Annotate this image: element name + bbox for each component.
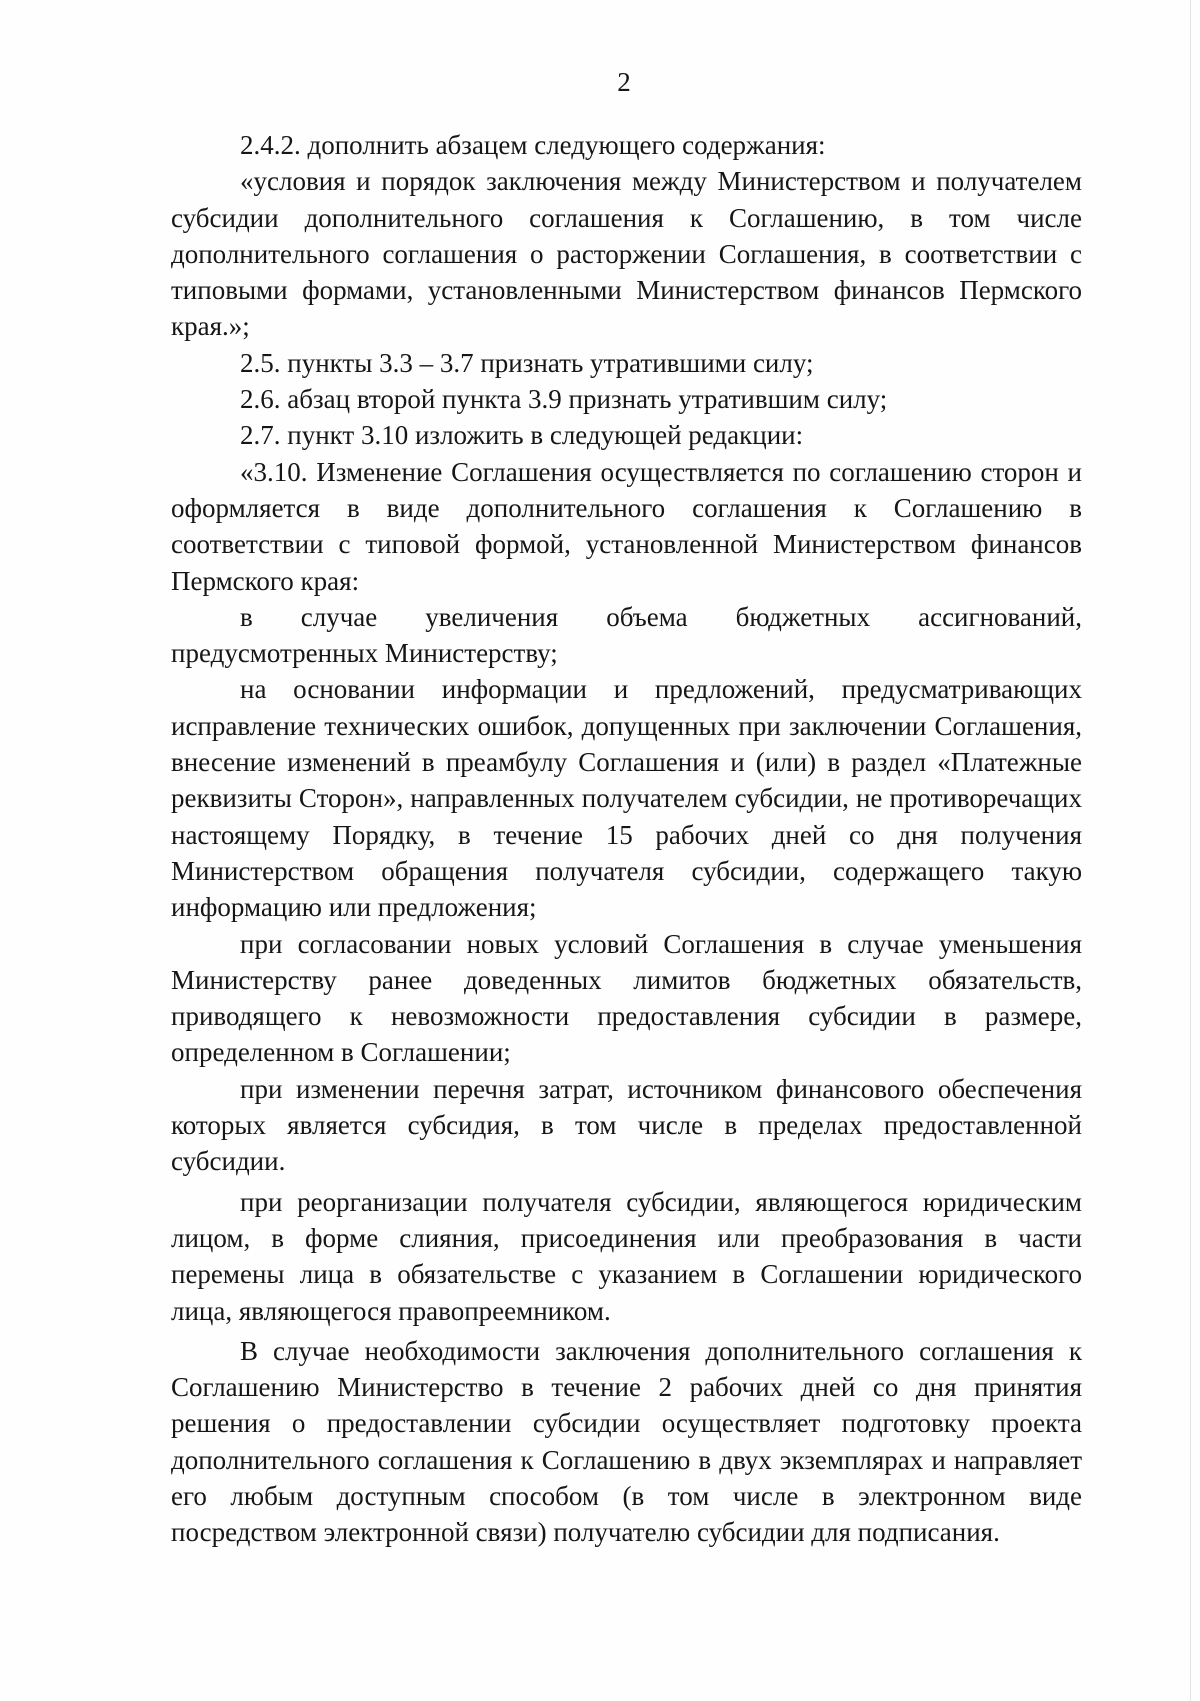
document-body (171, 127, 1082, 1551)
paragraph-2-6: 2.6. абзац второй пункта 3.9 признать утратившим силу; (240, 384, 888, 415)
paragraph-reorganization: при реорганизации получателя субсидии, являющегося юридическим лицом, в форме слияния, присоединения или преобразования в части перемены лица в обязательстве с указанием в Соглашении юридического лица, являющегося правопреемником. (171, 1186, 1082, 1326)
paragraph-budget-increase: в случае увеличения объема бюджетных ассигнований, предусмотренных Министерству; (171, 601, 1082, 669)
paragraph-costs-change: при изменении перечня затрат, источником финансового обеспечения которых является субсидия, в том числе в пределах предоставленной субсидии. (171, 1073, 1082, 1177)
paragraph-technical-errors: на основании информации и предложений, предусматривающих исправление технических ошибок, допущенных при заключении Соглашения, внесение изменений в преамбулу Соглашения и (или) в раздел «Платежные реквизиты Сторон», направленных получателем субсидии, не противоречащих настоящему Порядку, в течение 15 рабочих дней со дня получения Министерством обращения получателя субсидии, содержащего такую информацию или предложения; (171, 674, 1082, 923)
scan-edge-mark (1190, 0, 1191, 1701)
paragraph-3-10: «3.10. Изменение Соглашения осуществляется по соглашению сторон и оформляется в виде дополнительного соглашения к Соглашению в соответствии с типовой формой, установленной Министерством финансов Пермского края: (171, 456, 1082, 596)
paragraph-2-4-2: 2.4.2. дополнить абзацем следующего содержания: (240, 130, 826, 160)
paragraph-limits-reduction: при согласовании новых условий Соглашения в случае уменьшения Министерству ранее доведенных лимитов бюджетных обязательств, приводящего к невозможности предоставления субсидии в размере, определенном в Соглашении; (171, 928, 1082, 1068)
page-number: 2 (617, 67, 631, 97)
paragraph-conditions-quote: «условия и порядок заключения между Министерством и получателем субсидии дополнительного соглашения к Соглашению, в том числе дополнительного соглашения о расторжении Соглашения, в соответствии с типовыми формами, установленными Министерством финансов Пермского края.»; (171, 166, 1082, 342)
paragraph-2-5: 2.5. пункты 3.3 – 3.7 признать утратившими силу; (240, 347, 814, 378)
paragraph-additional-agreement: В случае необходимости заключения дополнительного соглашения к Соглашению Министерство в течение 2 рабочих дней со дня принятия решения о предоставлении субсидии осуществляет подготовку проекта дополнительного соглашения к Соглашению в двух экземплярах и направляет его любым доступным способом (в том числе в электронном виде посредством электронной связи) получателю субсидии для подписания. (171, 1335, 1082, 1548)
paragraph-2-7: 2.7. пункт 3.10 изложить в следующей редакции: (240, 420, 804, 451)
